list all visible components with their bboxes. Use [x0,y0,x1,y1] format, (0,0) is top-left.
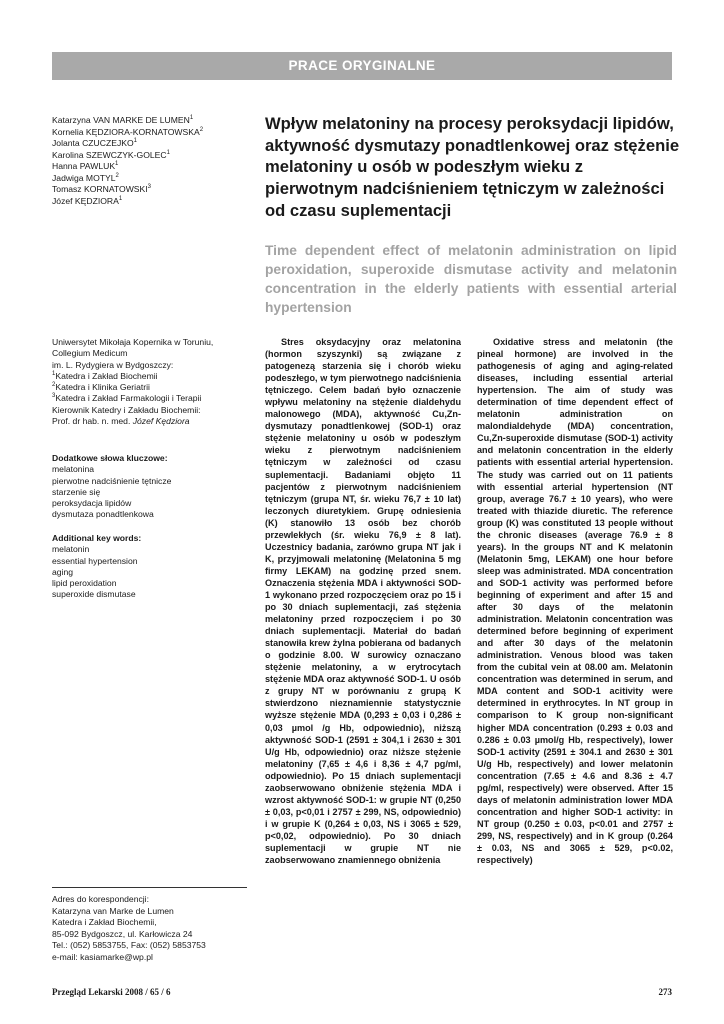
author-item: Katarzyna VAN MARKE DE LUMEN$^1$ [52,115,194,125]
affiliation-dept: $^3$Katedra i Zakład Farmakologii i Terapii [52,393,202,404]
correspondence [52,894,252,964]
keyword-item: lipid peroxidation [52,578,117,589]
keyword-item: aging [52,566,74,577]
section-banner [52,52,672,80]
journal-citation: Przegląd Lekarski 2008 / 65 / 6 [52,987,171,997]
correspondence-line: 85-092 Bydgoszcz, ul. Karłowicza 24 [52,928,193,939]
author-item: Jolanta CZUCZEJKO$^1$ [52,138,138,148]
author-item: Józef KĘDZIORA$^1$ [52,195,123,206]
affiliation-line: Kierownik Katedry i Zakładu Biochemii: [52,404,201,415]
keyword-item: pierwotne nadciśnienie tętnicze [52,475,172,486]
author-item: Hanna PAWLUK$^1$ [52,161,119,171]
divider [52,887,247,888]
abstract-polish [265,336,461,876]
keyword-item: peroksydacja lipidów [52,498,132,509]
affiliation-dept: $^2$Katedra i Klinika Geriatrii [52,382,150,393]
affiliation-dept: $^1$Katedra i Zakład Biochemii [52,370,158,381]
keyword-item: melatonina [52,464,95,475]
author-item: Jadwiga MOTYL$^2$ [52,172,119,183]
author-item: Karolina SZEWCZYK-GOLEC$^1$ [52,149,170,160]
keyword-item: melatonin [52,544,90,555]
correspondence-line: Katarzyna van Marke de Lumen [52,905,174,916]
correspondence-line: Adres do korespondencji: [52,894,149,904]
keyword-item: essential hypertension [52,555,138,566]
keywords-polish [52,453,242,521]
page-number: 273 [658,987,672,997]
correspondence-email: e-mail: kasiamarke@wp.pl [52,951,153,962]
section-label: PRACE ORYGINALNE [288,58,436,73]
abstract-english-text: Oxidative stress and melatonin (the pineal hormone) are involved in the pathogenesis of aging and aging-related diseases, including essential arterial hypertension. The aim of study was determination of time dependent effect of melatonin administration on malondialdehyde (MDA) concentration, Cu,Zn-superoxide dismutase (SOD-1) activity and melatonin concentration in the elderly patients with essential arterial hypertension. The study was carried out on 11 patients with essential arterial hypertension (NT group, average 76.7 ± 10 years), who were treated with thiazide diuretic. The reference group (K) was constituted 13 people without the chronic diseases (average 76.9 ± 8 years). In the groups NT and K melatonin (Melatonin 5mg, LEKAM) one hour before sleep was administrated. MDA concentration and SOD-1 activity was performed before beginning of experiment and after 15 and after 30 days of the melatonin administration. Melatonin concentration was determined before beginning of experiment and after 30 days of the melatonin administration. Venous blood was taken from the cubital vein at 08.00 am. Melatonin concentration was determined in serum, and MDA content and SOD-1 acitivity were determined in erythrocytes. In NT group in comparison to K group non-significant higher MDA concentration (0.293 ± 0.03 and 0.286 ± 0.03 µmol/g Hb, respectively), lower SOD-1 activity (2591 ± 304.1 and 2630 ± 301 U/g Hb, respectively) and lower melatonin concentration (7.65 ± 4.6 and 8.36 ± 4.7 pg/ml, respectively) were observed. After 15 days of melatonin administration lower MDA concentration and higher SOD-1 activity: in NT group (0.250 ± 0.03, p<0.01 and 2757 ± 299, NS, respectively) and in K group (0.264 ± 0.03, NS and 3065 ± 529, p<0.02, respectively) [477,337,673,866]
title-polish: Wpływ melatoniny na procesy peroksydacji lipidów, aktywność dysmutazy ponadtlenkowej oraz stężenie melatoniny u osób w podeszłym wieku z pierwotnym nadciśnieniem tętniczym w zależności od czasu suplementacji [265,114,680,220]
keywords-heading: Additional key words: [52,533,142,543]
affiliation [52,337,242,427]
author-list [52,115,242,207]
keywords-english [52,533,242,601]
affiliation-line: im. L. Rydygiera w Bydgoszczy: [52,359,174,370]
keyword-item: dysmutaza ponadtlenkowa [52,509,154,520]
correspondence-line: Tel.: (052) 5853755, Fax: (052) 5853753 [52,940,206,951]
abstract-english [477,336,673,876]
title-english: Time dependent effect of melatonin administration on lipid peroxidation, superoxide dismutase activity and melatonin concentration in the elderly patients with essential arterial hypertension [265,243,677,315]
author-item: Kornelia KĘDZIORA-KORNATOWSKA$^2$ [52,126,204,137]
abstract-polish-text: Stres oksydacyjny oraz melatonina (hormon szyszynki) są związane z patogenezą starzenia się i chorób wieku podeszłego, w tym pierwotnego nadciśnienia tętniczego. Celem badań było oznaczenie wpływu melatoniny na stężenie dialdehydu malonowego (MDA), aktywność Cu,Zn-dysmutazy ponadtlenkowej (SOD-1) oraz stężenie melatoniny u osób w podeszłym wieku z pierwotnym nadciśnieniem tętniczym w zależności od czasu suplementacji. Badaniami objęto 11 pacjentów z pierwotnym nadciśnieniem tętniczym (grupa NT, śr. wieku 76,7 ± 10 lat) leczonych diuretykiem. Grupę odniesienia (K) stanowiło 13 osób bez chorób przewlekłych (śr. wieku 76,9 ± 8 lat). Uczestnicy badania, zarówno grupa NT jak i K, przyjmowali melatoninę (Melatonina 5 mg firmy LEKAM) na godzinę przed snem. Oznaczenia stężenia MDA i aktywności SOD-1 wykonano przed rozpoczęciem oraz po 15 i po 30 dniach suplementacji, zaś stężenia melatoniny przed rozpoczęciem i po 30 dniach suplementacji. Materiał do badań stanowiła krew żylna pobierana od badanych o godzinie 8.00. W surowicy oznaczano stężenie melatoniny, a w erytrocytach stężenie MDA oraz aktywność SOD-1. U osób z grupy NT w porównaniu z grupą K stwierdzono nieznamiennie statystycznie wyższe stężenie MDA (0,293 ± 0,03 i 0,286 ± 0,03 µmol /g Hb, odpowiednio), niższą aktywność SOD-1 (2591 ± 304,1 i 2630 ± 301 U/g Hb, odpowiednio) oraz niższe stężenie melatoniny (7,65 ± 4,6 i 8,36 ± 4,7 pg/ml, odpowiednio). Po 15 dniach suplementacji zaobserwowano obniżenie stężenia MDA i wzrost aktywność SOD-1: w grupie NT (0,250 ± 0,03, p<0,01 i 2757 ± 299, NS, odpowiednio) i w grupie K (0,264 ± 0,03, NS i 3065 ± 529, p<0,02, odpowiednio). Po 30 dniach suplementacji w grupie NT nie zaobserwowano znamiennego obniżenia [265,337,461,866]
correspondence-line: Katedra i Zakład Biochemii, [52,917,157,928]
author-item: Tomasz KORNATOWSKI$^3$ [52,184,152,194]
keyword-item: starzenie się [52,486,101,497]
affiliation-line: Collegium Medicum [52,348,128,359]
affiliation-line: Uniwersytet Mikołaja Kopernika w Toruniu, [52,337,214,347]
affiliation-head: Prof. dr hab. n. med. Józef Kędziora [52,416,190,427]
keyword-item: superoxide dismutase [52,589,136,600]
keywords-heading: Dodatkowe słowa kluczowe: [52,453,168,463]
